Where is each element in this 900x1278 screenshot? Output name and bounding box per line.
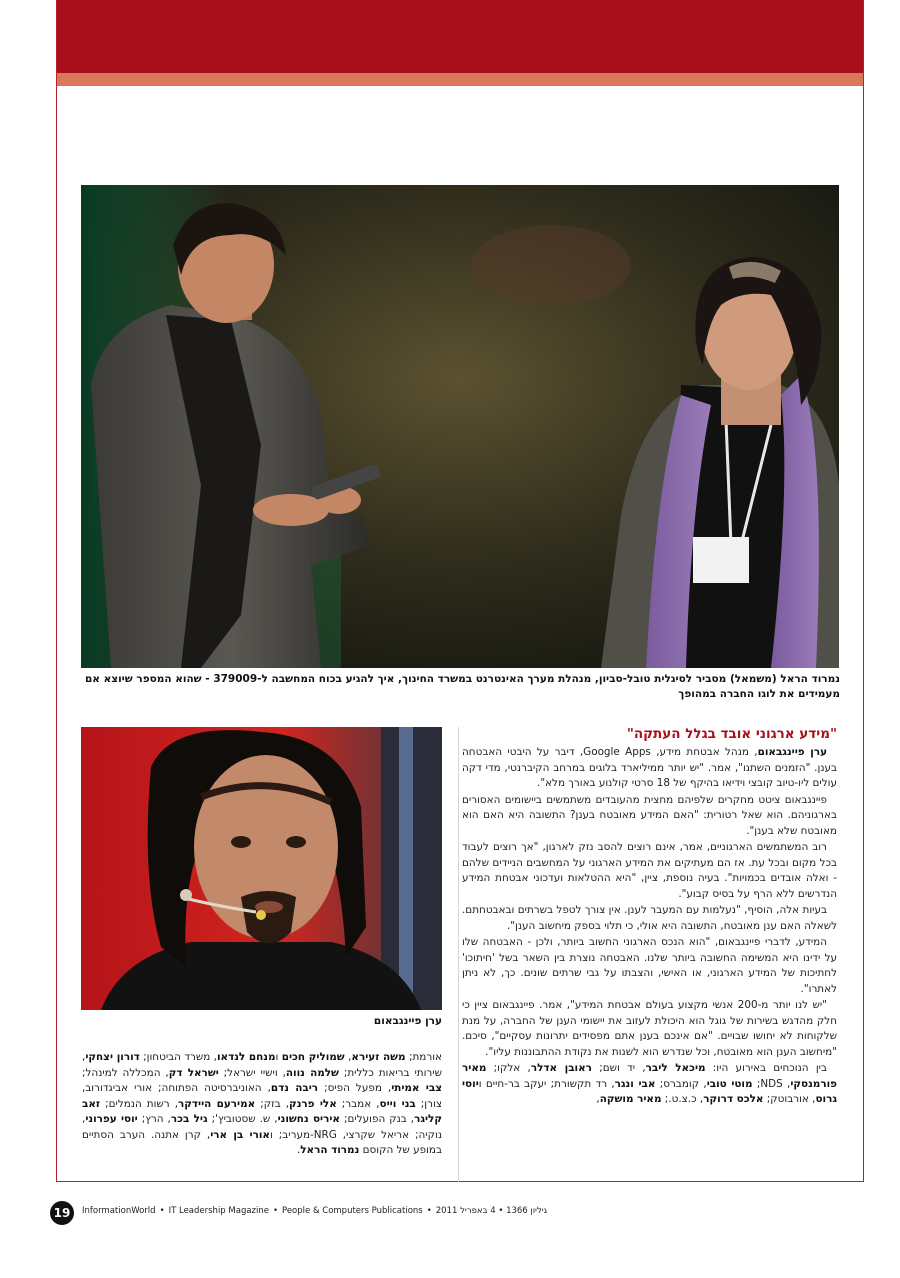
article-paragraph: המידע, לדברי פיינגבאום, "הוא הנכס הארגוני החשוב ביותר, ולכן - האבטחה שלו על ידינו היא המשימה החשובה ביותר שלנו. האבטחה נוצרת בין השאר בשל 'חיתוכו' לחתיכות של המידע הארגוני, או האישי, והצבתו על גבי שרתים שונים. כך, לא ניתן לאתרו". bbox=[462, 936, 837, 995]
footer-issue: גיליון 1366 • 4 באפריל 2011 bbox=[435, 1206, 548, 1216]
main-photo-caption: נמרוד הראל (משמאל) מסביר לסיגלית טובל-סביון, מנהלת מערך האינטרנט במשרד החינוך, איך להגיע בכוח המחשבה ל-379009 - שהוא המספר שיוצא אם מעמידים את לוגו החברה במהופך bbox=[84, 673, 840, 700]
footer-pub-itleadership: IT Leadership Magazine bbox=[168, 1206, 269, 1216]
article-paragraph: רוב המשתמשים הארגוניים, אמר, אינם רוצים להסב נזק לארגון, "אך רוצים לעבוד בכל מקום ובכל עת. אז הם מעתיקים את המידע הארגוני על המחשבים הניידים שלהם - ואלה אובדים בכמויות". בעיה נוספת, ציין, "היא ההטלאות ועדכוני אבטחת המידע הנדרשים ללא הרף על בסיס קבוע". bbox=[462, 841, 837, 900]
article-title: "מידע ארגוני אובד בגלל העתקה" bbox=[626, 726, 837, 742]
column-divider bbox=[458, 727, 459, 1182]
article-paragraph: ערן פיינגבאום, מנהל אבטחת מידע, Google Apps, דיבר על היבטי האבטחה בענן. "הזמנים השתנו", אמר. "יש יותר ממיליארד בלוגים במרחב הקיברנטי, מדי דקה עולים ליו-טיוב קובצי וידיאו בהיקף של 18 סרטי קולנוע באורך מלא". bbox=[462, 746, 837, 789]
footer-publications: InformationWorld • IT Leadership Magazine • People & Computers Publications • גיליון 1366 • 4 באפריל 2011 bbox=[82, 1206, 548, 1216]
page-number: 19 bbox=[50, 1201, 74, 1225]
attendees-paragraph: בין הנוכחים באירוע היו: מיכאל ליבר, יד ושם; ראובן אדלר, אלקו; מאיר פורמנסקי, NDS; מוטי טובי, קומברס; אבי ונגר, רד תקשורת; יעקב בר-חיים ויוסי גרוס, אורבוטק; אלכס דרוקר, כ.צ.ט.; מאיר מושקה, bbox=[462, 1062, 837, 1105]
article-paragraph: "יש לנו יותר מ-200 אנשי מקצוע בעולם אבטחת המידע", אמר. פיינגבאום ציין כי חלק מהדגש בשירות של גוגל הוא היכולת לעזוב את יישומי הענן של החברה, על מנת שלקוחות לא יחושו שבויים. "אם אינכם בענן אתם מפסידים יתרונות עסקיים", סיכם. "מיחשוב הענן הוא מאובטח, וכל שנדרש הוא לשנות את נקודת ההתבוננות עליו". bbox=[462, 999, 837, 1058]
speaker-photo bbox=[81, 727, 442, 1010]
article-paragraph: בעיות אלה, הוסיף, "נעלמות עם המעבר לענן. אין צורך לטפל בשרתים ובאבטחתם. לשאלה האם ענן מאובטח, התשובה היא אולי, כי תלוי בספק מיחשוב הענן". bbox=[462, 904, 837, 932]
article-paragraph: פיינגבאום ציטט מחקרים שלפיהם מחצית מהעובדים משתמשים ביישומים האסורים בארגוניהם. הוא שאל רטורית: "האם המידע מאובטח בענן? התשובה היא האם הוא מאובטח שלא בענן". bbox=[462, 793, 837, 837]
article-body bbox=[462, 725, 837, 1109]
speaker-photo-caption: ערן פיינגבאום bbox=[373, 1015, 442, 1027]
attendees-continued: אורמת; משה זעירא, שמוליק חכים ומנחם לנדאו, משרד הביטחון; דורון יצחקי, שירותי בריאות כללית; שלמה נווה, וישיי ישראל; ישראל דק, המכללה למינהל; צבי אמיתי, מפעל הפיס; ריבה נדם, האוניברסיטה הפתוחה; אורי אביגדורוב, צורן; בני וייס, אמבר; אלי פרנק, בזק; אמירעם היידקר, רשות הנמלים; זאב קליגר, בנק הפועלים; איריס נחשוני, ש. שסטוביץ'; גיל בכר, הרץ; יוסי עפרוני, נוקיה; אריאל שקרצי, NRG-מעריב; ואורי בן ארי, קרן אתנה. הערב הסתיים במופע של הקוסם נמרוד הראל. bbox=[82, 1051, 443, 1156]
main-photo bbox=[81, 185, 839, 668]
footer-pub-peoplecomputers: People & Computers Publications bbox=[282, 1206, 423, 1216]
speaker-name: ערן פיינגבאום bbox=[757, 746, 827, 758]
footer-pub-informationworld: InformationWorld bbox=[82, 1206, 156, 1216]
